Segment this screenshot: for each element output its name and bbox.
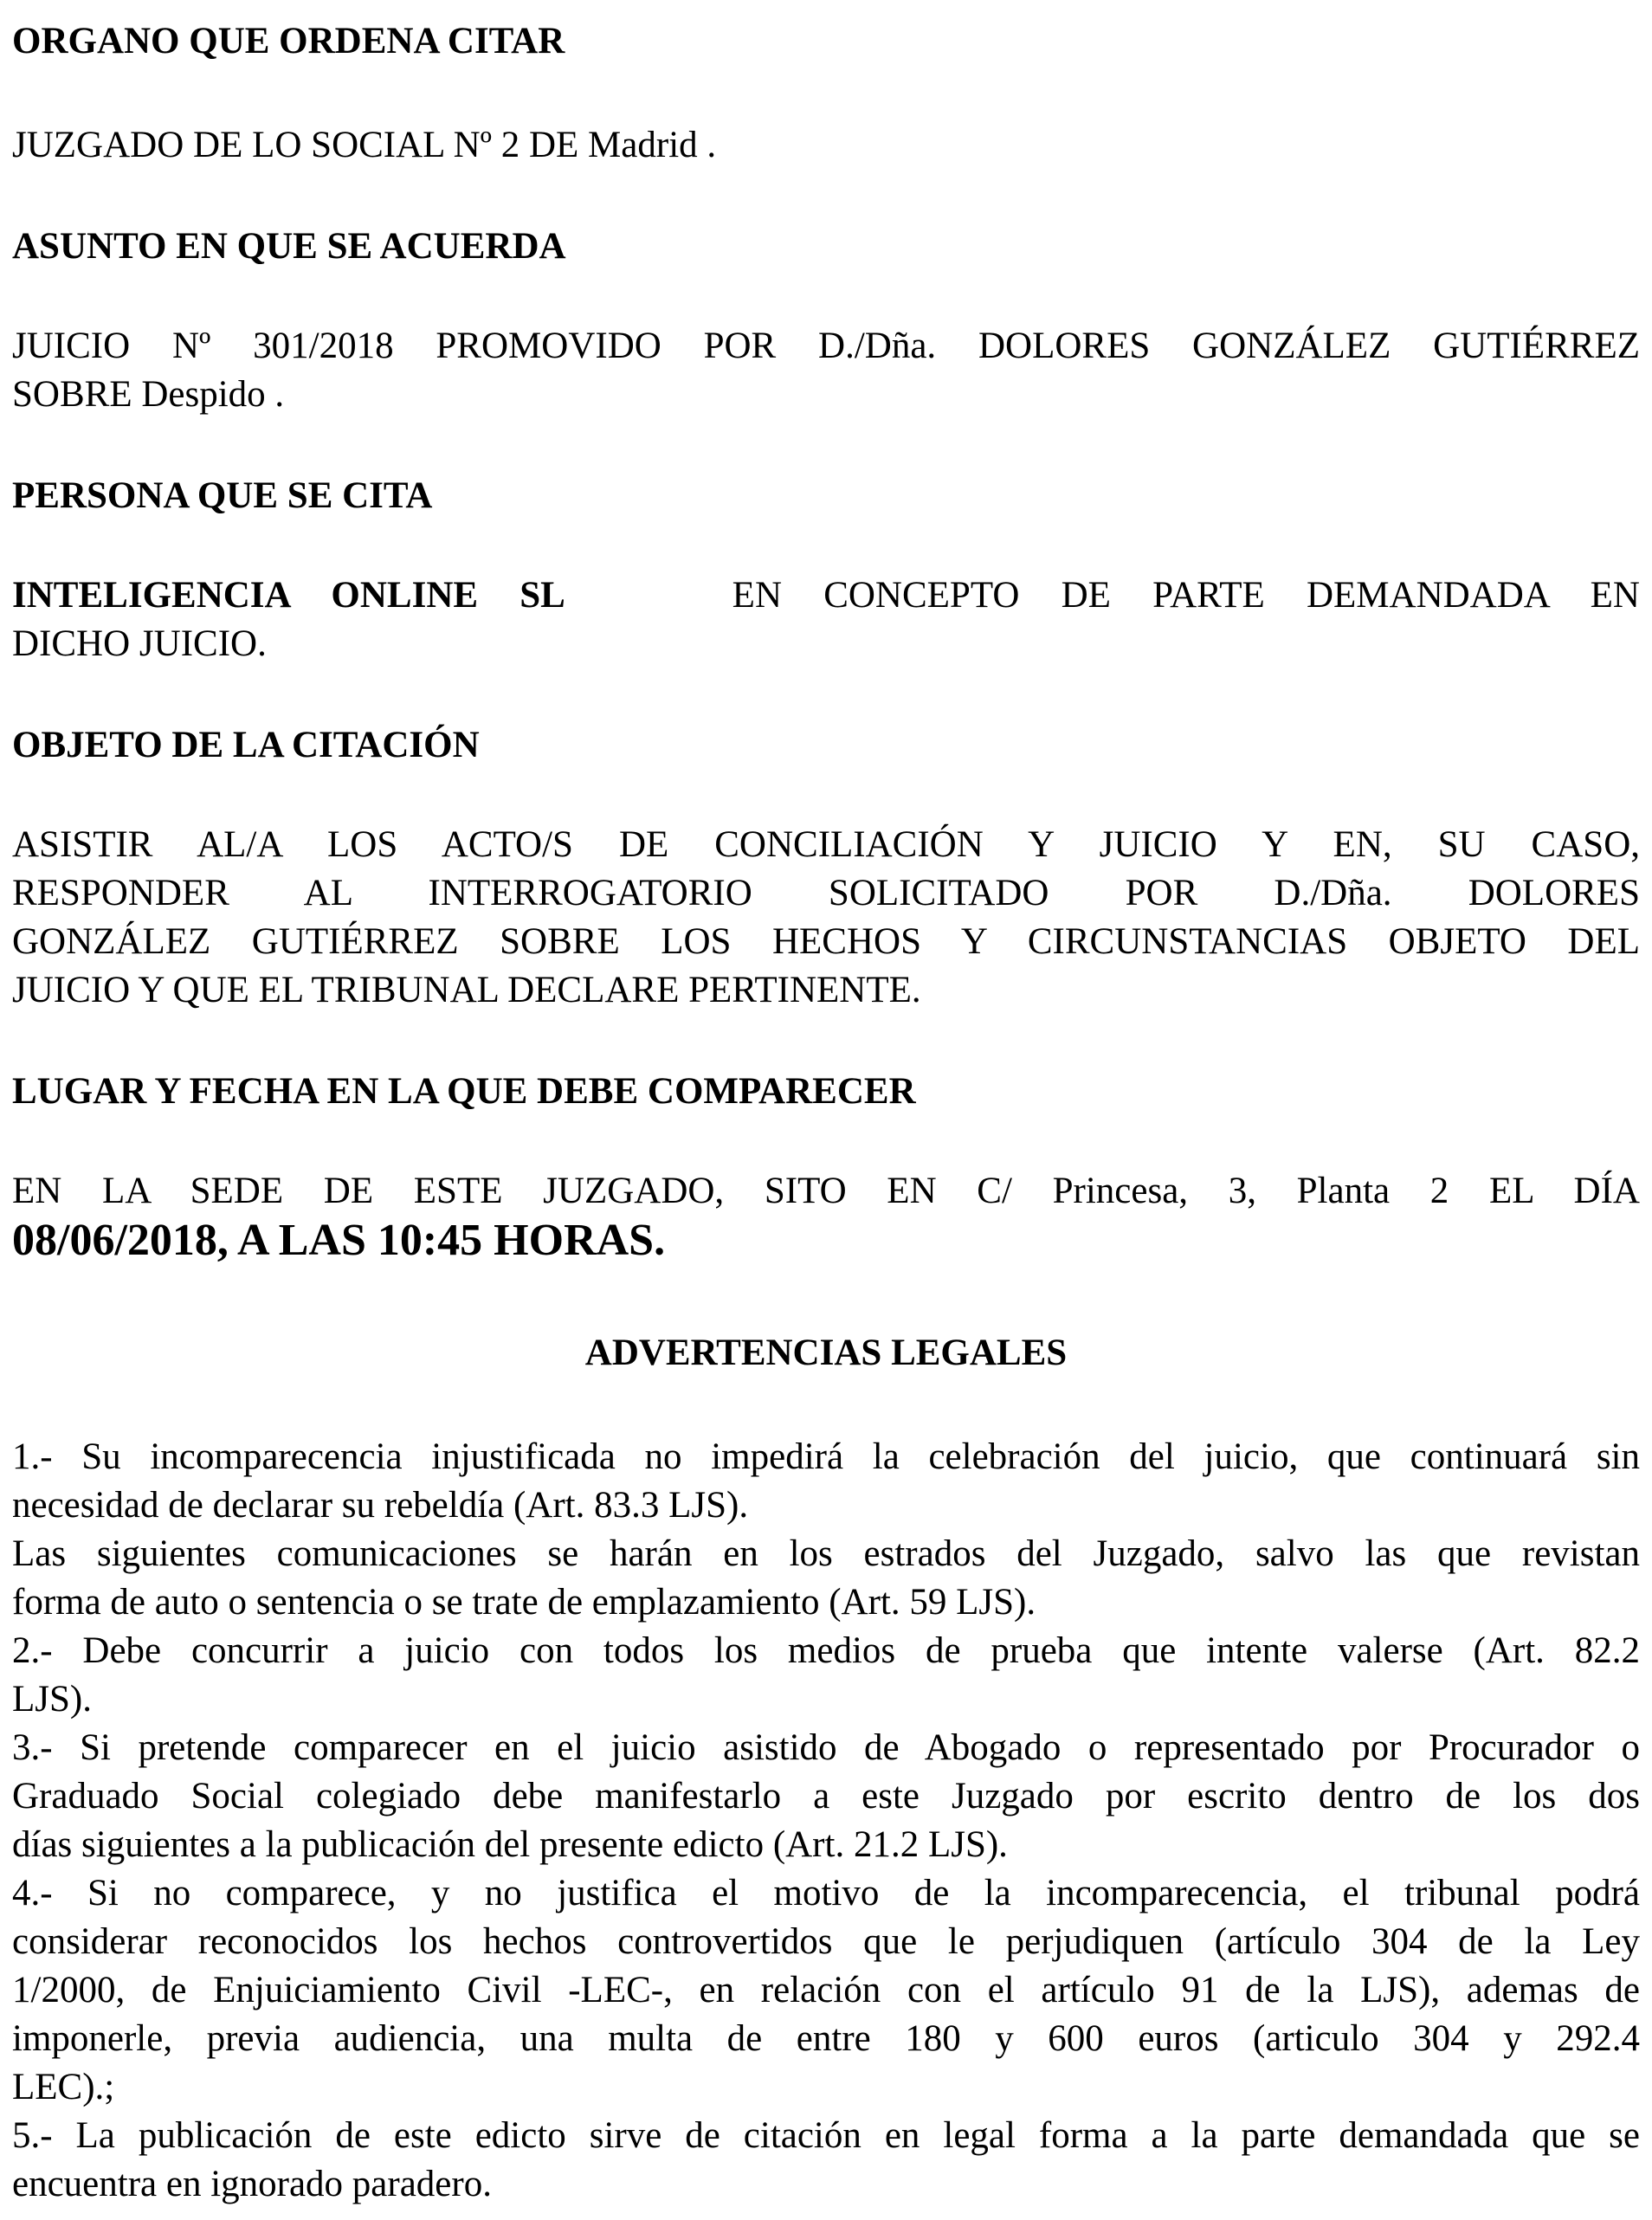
adv-4-line-4: imponerle, previa audiencia, una multa de entre 180 y 600 euros (articulo 304 y 292.4 (12, 2018, 1640, 2059)
heading-objeto: OBJETO DE LA CITACIÓN (12, 725, 480, 765)
adv-2-line-1: 2.- Debe concurrir a juicio con todos los medios de prueba que intente valerse (Art. 82.2 (12, 1630, 1640, 1671)
heading-persona: PERSONA QUE SE CITA (12, 475, 433, 516)
objeto-line-3: GONZÁLEZ GUTIÉRREZ SOBRE LOS HECHOS Y CIRCUNSTANCIAS OBJETO DEL (12, 921, 1640, 962)
organo-text: JUZGADO DE LO SOCIAL Nº 2 DE Madrid . (12, 125, 717, 165)
adv-1b-line-2: forma de auto o sentencia o se trate de emplazamiento (Art. 59 LJS). (12, 1582, 1036, 1623)
adv-4-line-1: 4.- Si no comparece, y no justifica el motivo de la incomparecencia, el tribunal podrá (12, 1873, 1640, 1913)
adv-4-line-3: 1/2000, de Enjuiciamiento Civil -LEC-, en relación con el artículo 91 de la LJS), ademas de (12, 1970, 1640, 2010)
adv-3-line-2: Graduado Social colegiado debe manifestarlo a este Juzgado por escrito dentro de los dos (12, 1776, 1640, 1817)
heading-asunto: ASUNTO EN QUE SE ACUERDA (12, 226, 566, 267)
asunto-line-2: SOBRE Despido . (12, 374, 285, 415)
adv-5-line-1: 5.- La publicación de este edicto sirve de citación en legal forma a la parte demandada que se (12, 2115, 1640, 2156)
adv-1-line-1: 1.- Su incomparecencia injustificada no impedirá la celebración del juicio, que continuará sin (12, 1436, 1640, 1477)
objeto-line-1: ASISTIR AL/A LOS ACTO/S DE CONCILIACIÓN Y JUICIO Y EN, SU CASO, (12, 824, 1640, 865)
persona-line-2: DICHO JUICIO. (12, 623, 267, 664)
persona-line-1-rest: EN CONCEPTO DE PARTE DEMANDADA EN (732, 575, 1640, 616)
lugar-line-1: EN LA SEDE DE ESTE JUZGADO, SITO EN C/ Princesa, 3, Planta 2 EL DÍA (12, 1171, 1640, 1211)
adv-3-line-3: días siguientes a la publicación del presente edicto (Art. 21.2 LJS). (12, 1824, 1008, 1865)
adv-4-line-5: LEC).; (12, 2067, 115, 2107)
adv-5-line-2: encuentra en ignorado paradero. (12, 2164, 492, 2204)
hearing-date: 08/06/2018, A LAS 10:45 HORAS. (12, 1216, 666, 1265)
adv-1-line-2: necesidad de declarar su rebeldía (Art. 83.3 LJS). (12, 1485, 749, 1526)
persona-line-1 (12, 571, 1640, 619)
heading-organo: ORGANO QUE ORDENA CITAR (12, 21, 565, 61)
adv-2-line-2: LJS). (12, 1679, 92, 1720)
objeto-line-4: JUICIO Y QUE EL TRIBUNAL DECLARE PERTINENTE. (12, 970, 921, 1010)
adv-1b-line-1: Las siguientes comunicaciones se harán en los estrados del Juzgado, salvo las que revistan (12, 1533, 1640, 1574)
party-name: INTELIGENCIA ONLINE SL (12, 575, 565, 616)
objeto-line-2: RESPONDER AL INTERROGATORIO SOLICITADO POR D./Dña. DOLORES (12, 873, 1640, 913)
advertencias-title: ADVERTENCIAS LEGALES (584, 1333, 1068, 1373)
adv-4-line-2: considerar reconocidos los hechos controvertidos que le perjudiquen (artículo 304 de la Ley (12, 1921, 1640, 1962)
heading-lugar: LUGAR Y FECHA EN LA QUE DEBE COMPARECER (12, 1071, 916, 1112)
asunto-line-1: JUICIO Nº 301/2018 PROMOVIDO POR D./Dña. DOLORES GONZÁLEZ GUTIÉRREZ (12, 326, 1640, 366)
adv-3-line-1: 3.- Si pretende comparecer en el juicio asistido de Abogado o representado por Procurador o (12, 1727, 1640, 1768)
